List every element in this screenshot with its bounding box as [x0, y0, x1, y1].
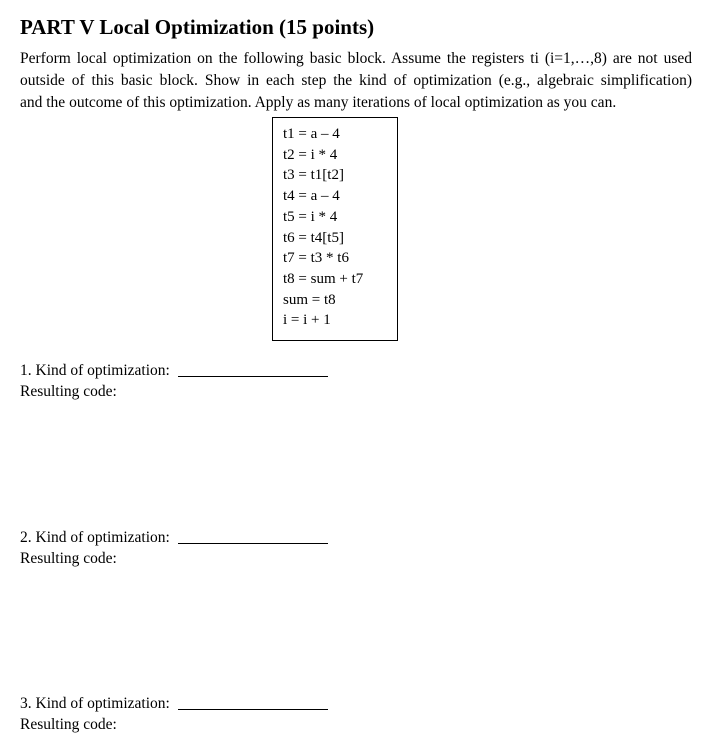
question-2-answer-blank[interactable]	[178, 543, 328, 544]
code-line: t7 = t3 * t6	[283, 250, 349, 267]
page-title: PART V Local Optimization (15 points)	[20, 15, 375, 39]
code-line: t1 = a – 4	[283, 126, 340, 142]
question-2	[20, 527, 328, 569]
code-line: sum = t8	[283, 291, 336, 308]
instructions-paragraph	[20, 48, 692, 114]
question-3-result-label: Resulting code:	[20, 716, 117, 733]
question-2-kind-label: 2. Kind of optimization:	[20, 529, 170, 546]
question-2-kind-row	[20, 527, 328, 548]
question-3-kind-row	[20, 693, 328, 714]
question-3-answer-blank[interactable]	[178, 709, 328, 710]
question-1-kind-row	[20, 360, 328, 381]
question-3-kind-label: 3. Kind of optimization:	[20, 695, 170, 712]
question-1-kind-label: 1. Kind of optimization:	[20, 362, 170, 379]
code-line: i = i + 1	[283, 312, 331, 329]
question-3	[20, 693, 328, 735]
code-line: t3 = t1[t2]	[283, 167, 344, 184]
instructions-line: and the outcome of this optimization. Apply as many iterations of local optimization as you can.	[20, 94, 617, 111]
basic-block-code-box	[272, 117, 398, 341]
code-line: t8 = sum + t7	[283, 270, 364, 287]
code-line: t6 = t4[t5]	[283, 229, 344, 246]
instructions-line: Perform local optimization on the following basic block. Assume the registers ti (i=1,…,8) are not used	[20, 50, 692, 67]
question-1-result-label: Resulting code:	[20, 383, 117, 400]
question-1-answer-blank[interactable]	[178, 376, 328, 377]
code-line: t2 = i * 4	[283, 146, 338, 163]
question-1	[20, 360, 328, 402]
question-2-result-label: Resulting code:	[20, 550, 117, 567]
code-line: t5 = i * 4	[283, 208, 338, 225]
code-line: t4 = a – 4	[283, 188, 340, 205]
instructions-line: outside of this basic block. Show in each step the kind of optimization (e.g., algebraic simplification)	[20, 72, 692, 89]
